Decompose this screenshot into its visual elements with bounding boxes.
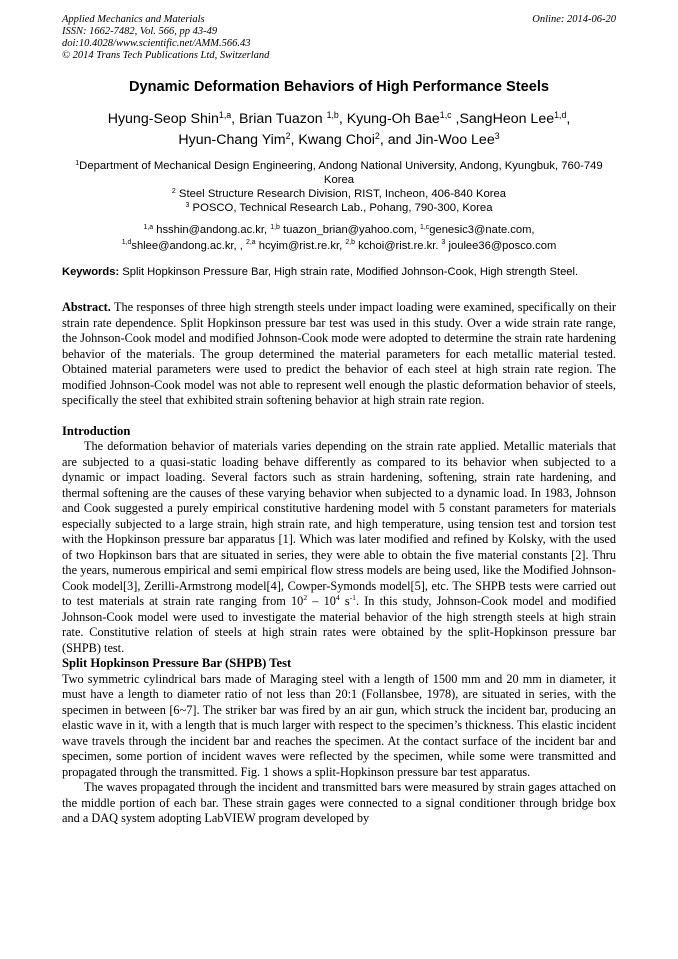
author: Kwang Choi$^2$, and bbox=[298, 130, 416, 148]
copyright-line: © 2014 Trans Tech Publications Ltd, Switzerland bbox=[62, 50, 270, 61]
introduction-heading: Introduction bbox=[62, 423, 131, 438]
issn-line: ISSN: 1662-7482, Vol. 566, pp 43-49 bbox=[62, 26, 218, 37]
shpb-heading: Split Hopkinson Pressure Bar (SHPB) Test bbox=[62, 656, 292, 670]
email: hsshin@andong.ac.kr, bbox=[153, 224, 271, 236]
email: genesic3@nate.com, bbox=[429, 224, 535, 236]
email-line-1: $^{1,a}$ hsshin@andong.ac.kr, $^{1,b}$ tuazon_brian@yahoo.com, $^{1,c}$genesic3@nate.com, bbox=[143, 223, 535, 236]
email: joulee36@posco.com bbox=[445, 239, 557, 252]
abstract bbox=[62, 300, 616, 409]
introduction-paragraph: The deformation behavior of materials varies depending on the strain rate applied. Metallic materials that are subjected to a quasi-static loading behave differently as compared to its behavior when subjected to a dynamic or impact loading. Several factors such as strain hardening, softening, strain rate hardening, and thermal softening are the causes of these varying behavior when subjected to a dynamic load. In 1983, Johnson and Cook suggested a purely empirical constitutive hardening model with 5 constant parameters for materials especially subjected to a large strain, high strain rate, and high temperature, using tension test and torsion test with the Hopkinson pressure bar apparatus [1]. Which was later modified and refined by Kolsky, with the used of two Hopkinson bars that are situated in series, they were able to obtain the five material constants [2]. Thru the years, numerous empirical and semi empirical flow stress models are being used, like the Modified Johnson-Cook model[3], Zerilli-Armstrong model[4], Cowper-Symonds model[5], etc. The SHPB tests were carried out to test materials at strain rate ranging from $10^2 - 10^4$ $s^{-1}$. In this study, Johnson-Cook model and modified Johnson-Cook model were used to investigate the material behavior of the high strength steels at high strain rate. Constitutive relation of steels at high strain rates were obtained by the split-Hopkinson pressure bar (SHPB) test. bbox=[62, 439, 616, 655]
journal-name: Applied Mechanics and Materials bbox=[62, 14, 205, 25]
author: SangHeon Lee$^{1,d}$, bbox=[459, 109, 571, 127]
author: Hyun-Chang Yim$^2$, bbox=[178, 130, 299, 148]
journal-header bbox=[62, 14, 616, 62]
author: Jin-Woo Lee$^3$ bbox=[415, 130, 500, 148]
affiliations bbox=[62, 159, 616, 215]
author: Hyung-Seop Shin$^{1,a}$, bbox=[107, 109, 240, 127]
paper-title: Dynamic Deformation Behaviors of High Performance Steels bbox=[128, 79, 550, 95]
shpb-paragraph-1: Two symmetric cylindrical bars made of Maraging steel with a length of 1500 mm and 20 mm in diameter, it must have a length to diameter ratio of not less than 20:1 (Follansbee, 1978), are situated in series, with the specimen in between [6~7]. The striker bar was fired by an air gun, which struck the incident bar, producing an elastic wave in it, with a length that is much larger with respect to the specimen’s thickness. This elastic incident wave travels through the incident bar and reaches the specimen. At the contact surface of the incident bar and specimen, some portion of incident waves were reflected by the specimen, while some were transmitted and propagated through the transmitted. Fig. 1 shows a split-Hopkinson pressure bar test apparatus. bbox=[62, 671, 616, 779]
shpb-paragraph-2: The waves propagated through the incident and transmitted bars were measured by strain gages attached on the middle portion of each bar. These strain gages were connected to a signal conditioner through bridge box and a DAQ system adopting LabVIEW program developed by bbox=[62, 780, 616, 825]
affiliation-2: $^2$ Steel Structure Research Division, RIST, Incheon, 406-840 Korea bbox=[171, 187, 507, 200]
email: tuazon_brian@yahoo.com, bbox=[279, 224, 420, 236]
doi-line: doi:10.4028/www.scientific.net/AMM.566.43 bbox=[62, 38, 251, 49]
author-emails bbox=[62, 223, 616, 254]
abstract-label: Abstract. bbox=[62, 300, 111, 314]
keywords bbox=[62, 265, 616, 279]
affiliation-1: $^1$Department of Mechanical Design Engineering, Andong National University, Andong, Kyungbuk, 760-749 Korea bbox=[75, 159, 603, 186]
email: hcyim@rist.re.kr, bbox=[255, 239, 346, 252]
online-date: Online: 2014-06-20 bbox=[532, 14, 616, 25]
keywords-label: Keywords: bbox=[62, 266, 120, 278]
affiliation-3: $^3$ POSCO, Technical Research Lab., Pohang, 790-300, Korea bbox=[185, 201, 493, 214]
keywords-text: Split Hopkinson Pressure Bar, High strain rate, Modified Johnson-Cook, High strength Steel. bbox=[119, 266, 579, 278]
author-list bbox=[62, 109, 616, 151]
email: shlee@andong.ac.kr, , bbox=[131, 239, 246, 252]
abstract-text: The responses of three high strength steels under impact loading were examined, specifically on their strain rate dependence. Split Hopkinson pressure bar test was used in this study. Over a wide strain rate range, the Johnson-Cook model and modified Johnson-Cook mode were adopted to determine the strain rate hardening behavior of the materials. The group determined the material parameters for each metallic material tested. Obtained material parameters were used to predict the behavior of each steel at high strain rate region. The modified Johnson-Cook model was not able to represent well enough the plastic deformation behavior of steels, specifically the steel that exhibited strain softening behavior at high strain rate region. bbox=[62, 300, 616, 407]
author: Brian Tuazon $^{1,b}$, bbox=[239, 109, 347, 127]
author: Kyung-Oh Bae$^{1,c}$ , bbox=[346, 109, 460, 127]
email-line-2: $^{1,d}$shlee@andong.ac.kr, , $^{2,a}$ hcyim@rist.re.kr, $^{2,b}$ kchoi@rist.re.kr. $^3$ joulee36@posco.com bbox=[121, 239, 557, 252]
email: kchoi@rist.re.kr. bbox=[354, 239, 442, 252]
